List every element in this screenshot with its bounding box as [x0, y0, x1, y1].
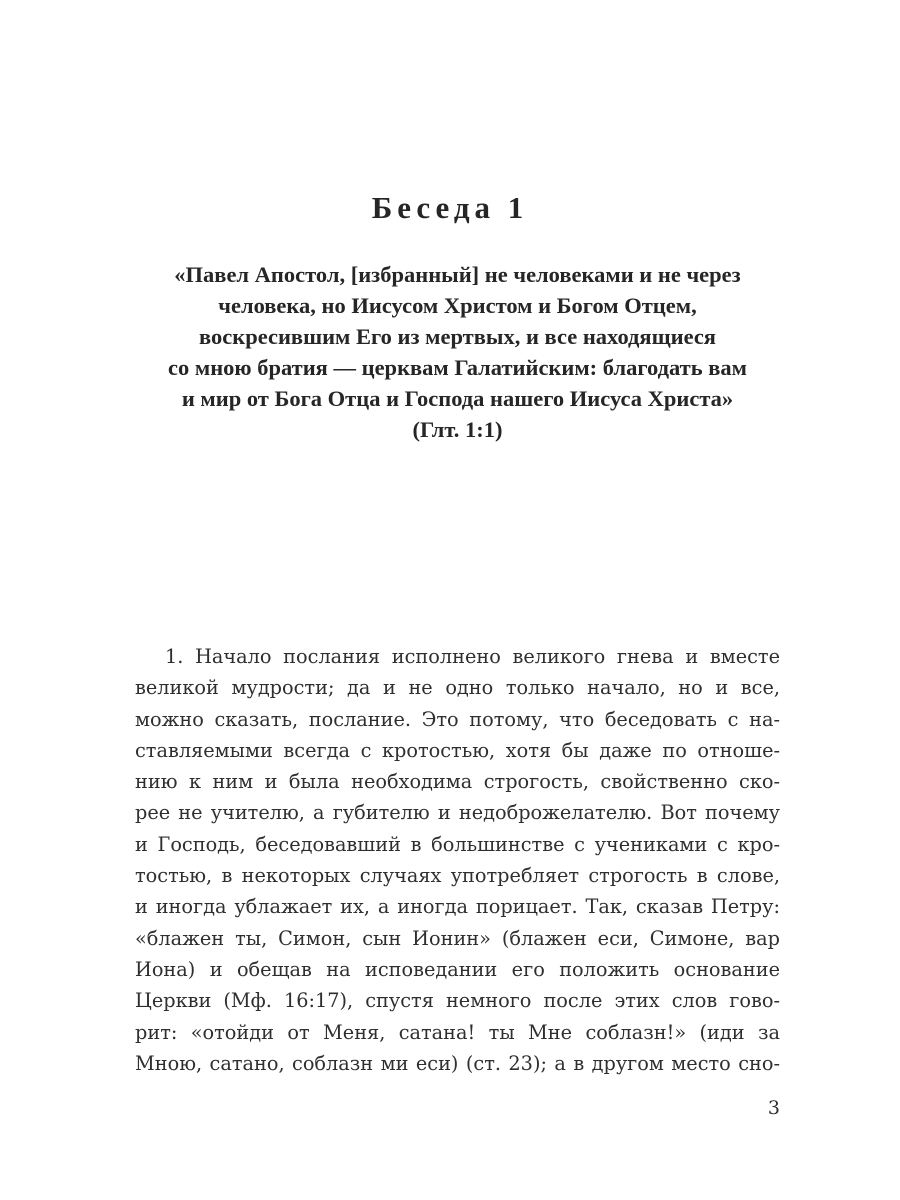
body-line: можно сказать, послание. Это потому, что беседовать с на- — [135, 707, 780, 731]
body-line: нию к ним и была необходима строгость, свойственно ско- — [135, 770, 780, 794]
epigraph-line: человека, но Иисусом Христом и Богом Отцем, — [218, 293, 697, 318]
body-line: рее не учителю, а губителю и недоброжелателю. Вот почему — [135, 801, 780, 825]
body-line: тостью, в некоторых случаях употребляет строгость в слове, — [135, 864, 780, 888]
page-number: 3 — [767, 1097, 780, 1119]
body-line: ставляемыми всегда с кротостью, хотя бы даже по отноше- — [135, 738, 780, 762]
body-line: Мною, сатано, соблазн ми еси) (ст. 23); а в другом место сно- — [135, 1051, 780, 1075]
body-line: великой мудрости; да и не одно только начало, но и все, — [135, 676, 780, 700]
chapter-heading: Беседа 1 — [371, 190, 529, 225]
body-paragraph — [135, 641, 780, 1079]
epigraph-reference: (Глт. 1:1) — [412, 417, 503, 442]
epigraph-line: со мною братия — церквам Галатийским: благодать вам — [168, 355, 747, 380]
body-line: Иона) и обещав на исповедании его положить основание — [135, 957, 780, 981]
epigraph-quote — [0, 259, 900, 445]
epigraph-line: и мир от Бога Отца и Господа нашего Иисуса Христа» — [181, 386, 734, 411]
body-line: 1. Начало послания исполнено великого гнева и вместе — [165, 645, 780, 668]
body-line: и иногда ублажает их, а иногда порицает. Так, сказав Петру: — [135, 895, 780, 919]
body-line: Церкви (Мф. 16:17), спустя немного после этих слов гово- — [135, 989, 780, 1013]
epigraph-line: воскресившим Его из мертвых, и все находящиеся — [199, 324, 716, 349]
body-line: «блажен ты, Симон, сын Ионин» (блажен еси, Симоне, вар — [135, 926, 780, 950]
body-line: и Господь, беседовавший в большинстве с учениками с кро- — [135, 832, 780, 856]
epigraph-line: «Павел Апостол, [избранный] не человеками и не через — [174, 262, 741, 287]
body-line: рит: «отойди от Меня, сатана! ты Мне соблазн!» (иди за — [135, 1020, 780, 1044]
